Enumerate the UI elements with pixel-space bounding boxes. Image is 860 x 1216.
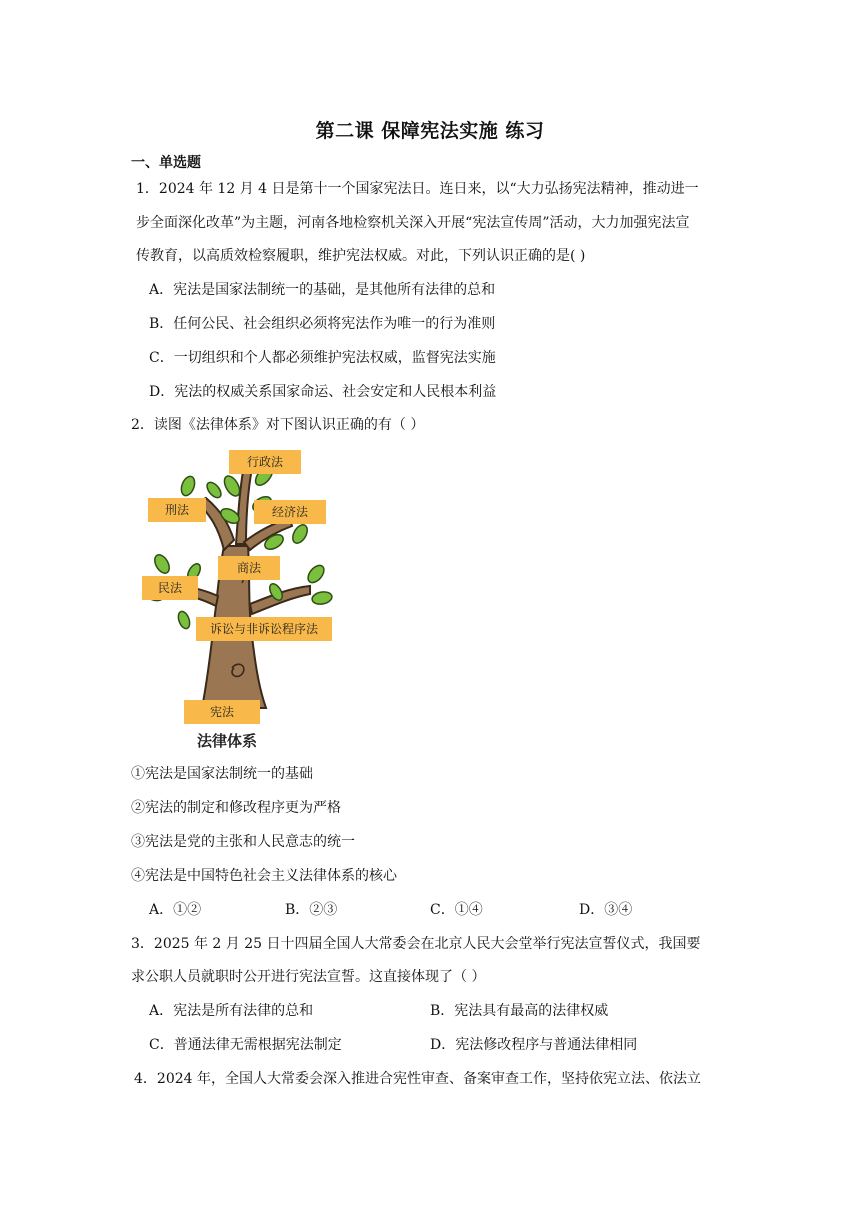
- q3-stem-line: 求公职人员就职时公开进行宪法宣誓。这直接体现了（ ）: [131, 969, 486, 985]
- q2-option-b: B．②③: [285, 902, 338, 918]
- q2-option-c: C．①④: [430, 902, 483, 918]
- law-system-tree-figure: [140, 446, 340, 752]
- label-economic-law: 经济法: [254, 500, 326, 524]
- figure-caption: 法律体系: [197, 732, 258, 750]
- q2-statement-4: ④宪法是中国特色社会主义法律体系的核心: [131, 868, 397, 884]
- label-criminal-law: 刑法: [148, 498, 206, 522]
- q2-stem: 2．读图《法律体系》对下图认识正确的有（ ）: [131, 417, 425, 433]
- q4-stem-line: 4．2024 年，全国人大常委会深入推进合宪性审查、备案审查工作，坚持依宪立法、依法立: [134, 1071, 701, 1087]
- q2-option-d: D．③④: [579, 902, 633, 918]
- q1-stem-line: 传教育，以高质效检察履职，维护宪法权威。对此，下列认识正确的是( ): [136, 248, 586, 264]
- label-administrative-law: 行政法: [229, 450, 301, 474]
- label-commercial-law: 商法: [218, 556, 280, 580]
- label-procedure-law: 诉讼与非诉讼程序法: [196, 617, 332, 641]
- q2-statement-1: ①宪法是国家法制统一的基础: [131, 766, 313, 782]
- page-title: 第二课 保障宪法实施 练习: [315, 120, 545, 142]
- q2-statement-2: ②宪法的制定和修改程序更为严格: [131, 800, 341, 816]
- q2-statement-3: ③宪法是党的主张和人民意志的统一: [131, 834, 355, 850]
- section-heading: 一、单选题: [131, 155, 201, 171]
- q3-option-b: B．宪法具有最高的法律权威: [430, 1003, 609, 1019]
- q1-stem-line: 步全面深化改革”为主题，河南各地检察机关深入开展“宪法宣传周”活动，大力加强宪法宣: [136, 215, 690, 231]
- q1-option-d: D．宪法的权威关系国家命运、社会安定和人民根本利益: [149, 384, 497, 400]
- q3-option-a: A．宪法是所有法律的总和: [149, 1003, 314, 1019]
- label-civil-law: 民法: [142, 576, 198, 600]
- q3-stem-line: 3．2025 年 2 月 25 日十四届全国人大常委会在北京人民大会堂举行宪法宣誓仪式，我国要: [131, 936, 701, 952]
- q1-option-c: C．一切组织和个人都必须维护宪法权威，监督宪法实施: [149, 350, 496, 366]
- q1-option-b: B．任何公民、社会组织必须将宪法作为唯一的行为准则: [149, 316, 496, 332]
- q3-option-c: C．普通法律无需根据宪法制定: [149, 1037, 342, 1053]
- q2-option-a: A．①②: [149, 902, 202, 918]
- q1-stem-line: 1．2024 年 12 月 4 日是第十一个国家宪法日。连日来，以“大力弘扬宪法精神，推动进一: [136, 181, 699, 197]
- q1-option-a: A．宪法是国家法制统一的基础，是其他所有法律的总和: [149, 282, 496, 298]
- label-constitution: 宪法: [184, 700, 260, 724]
- q3-option-d: D．宪法修改程序与普通法律相同: [430, 1037, 638, 1053]
